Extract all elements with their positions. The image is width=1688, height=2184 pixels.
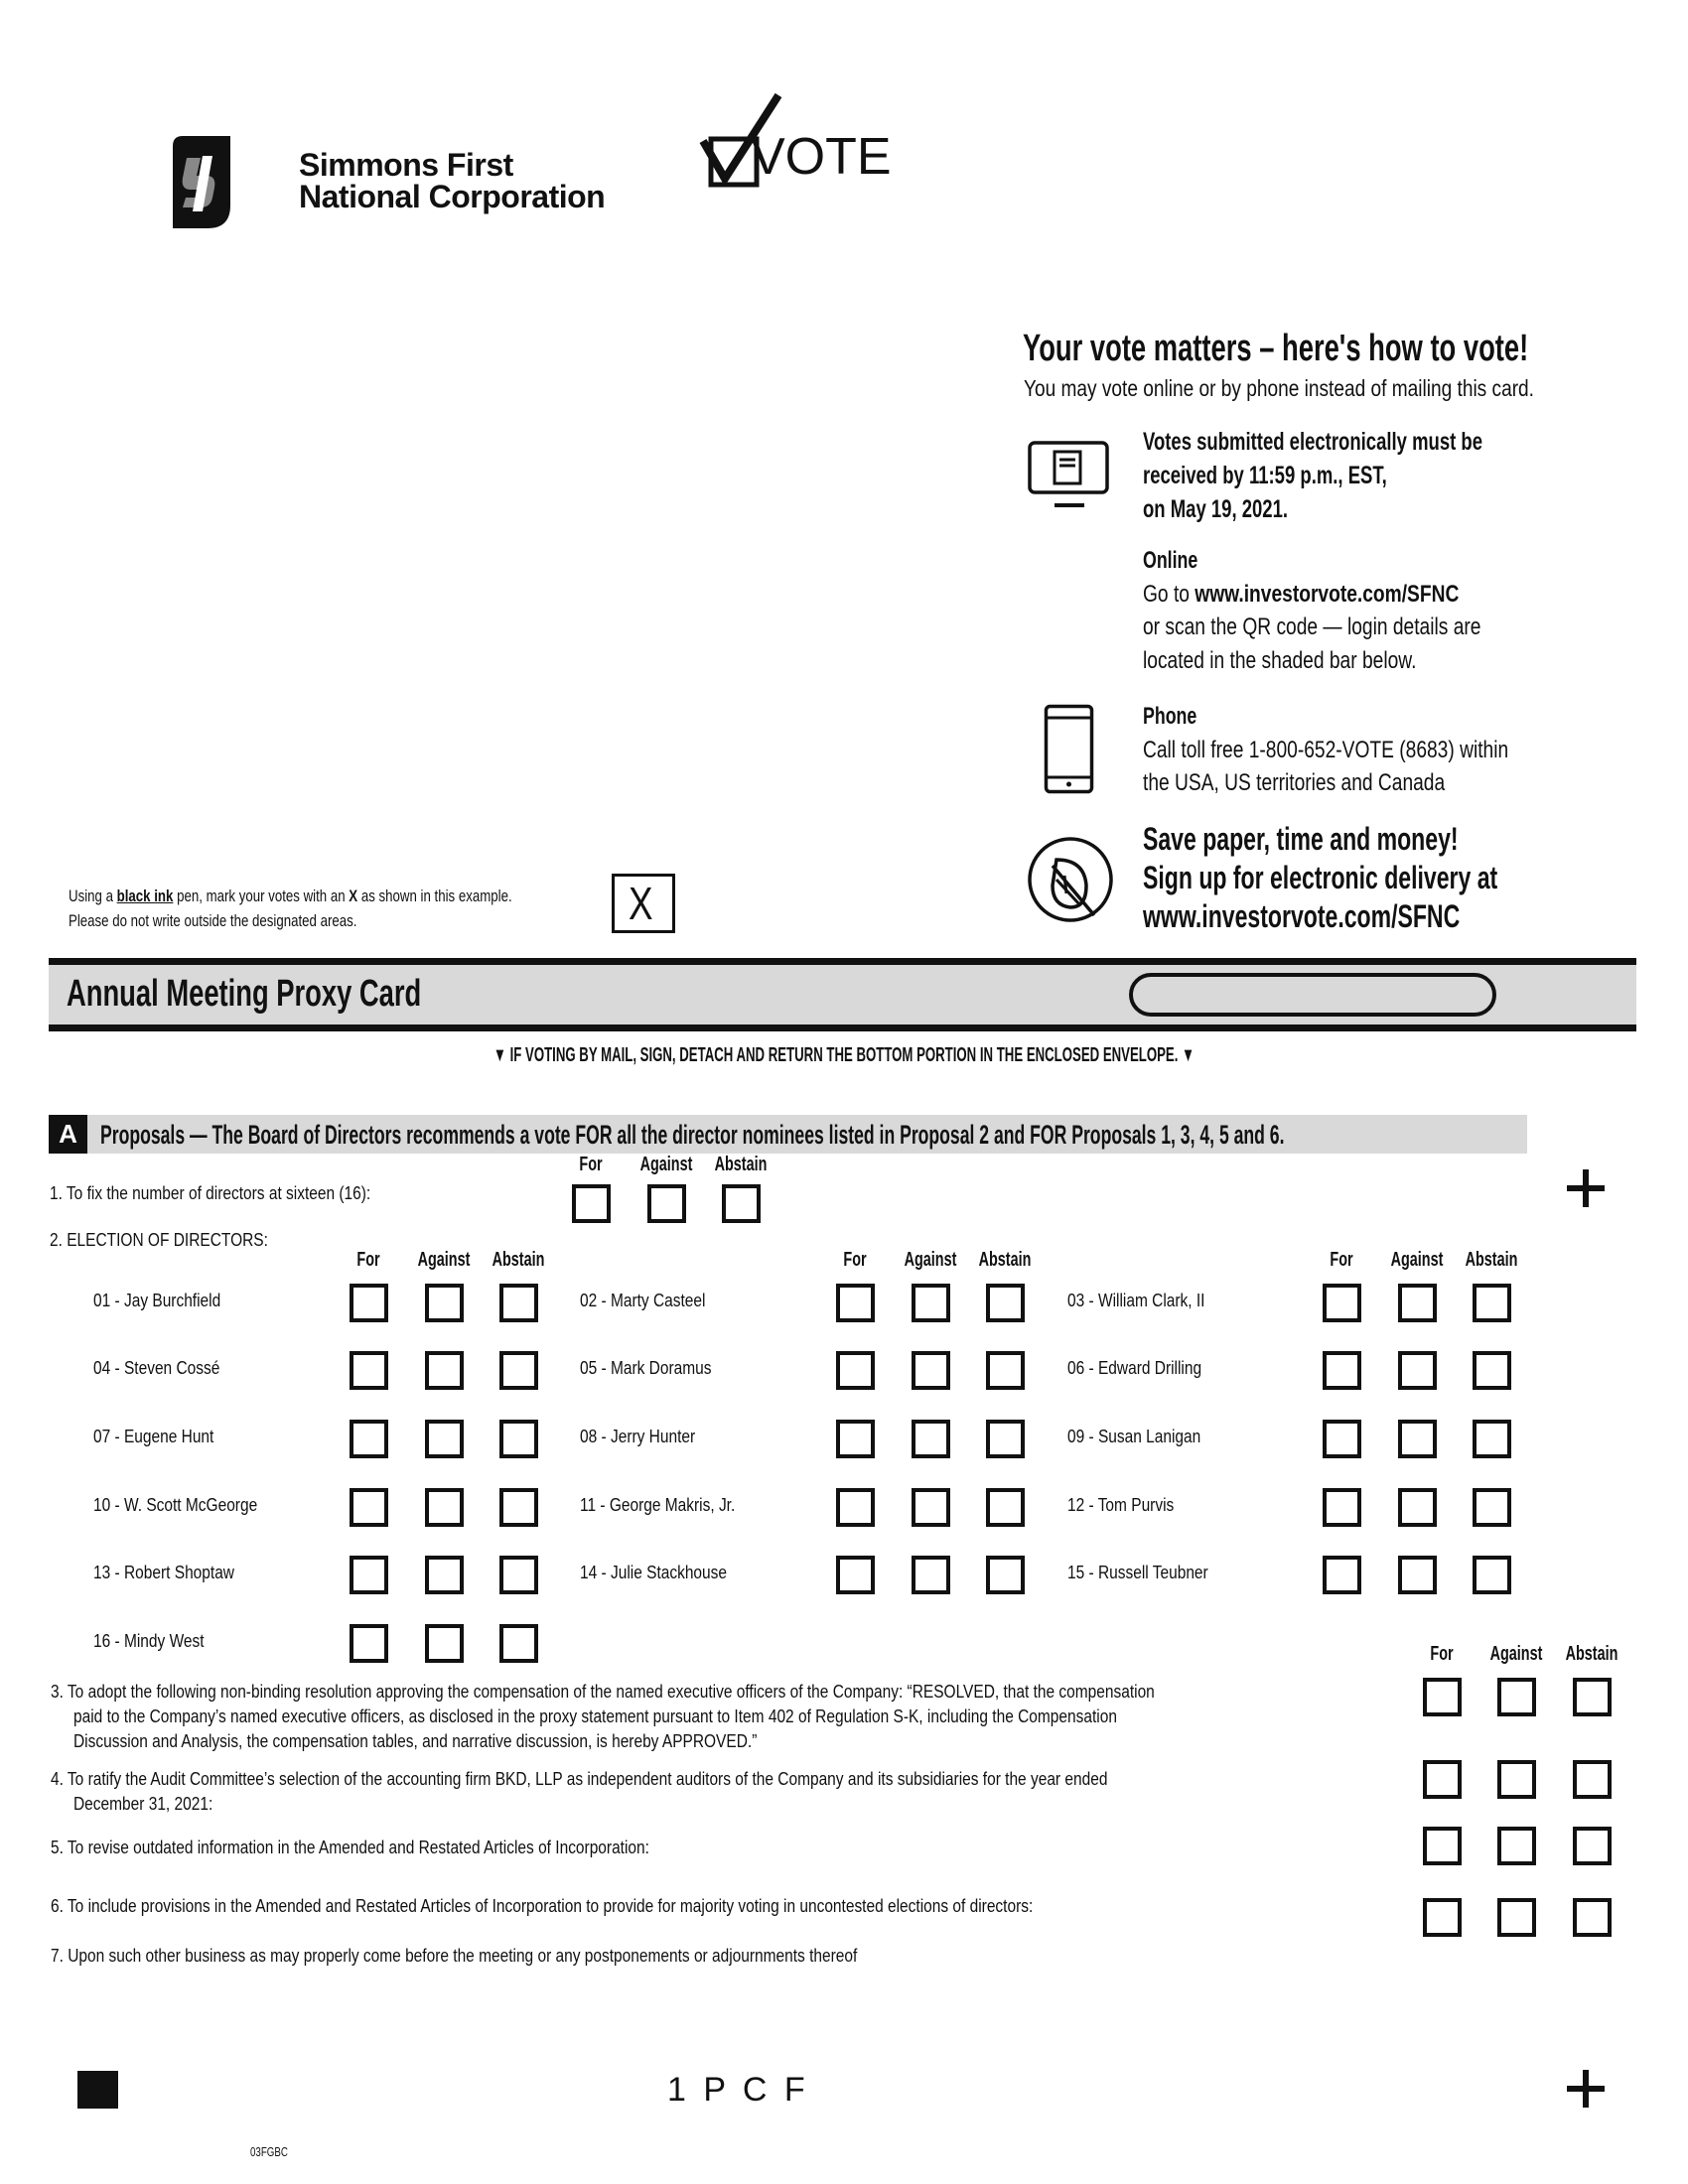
- director-name: [1067, 1358, 1223, 1379]
- instr-black-ink: black ink: [116, 887, 174, 905]
- login-details-field: [1129, 973, 1496, 1017]
- column-header-against: Against: [639, 1154, 693, 1175]
- vote-logo: [699, 91, 892, 191]
- proposal-line: December 31, 2021:: [73, 1794, 213, 1814]
- simmons-logo-icon: [173, 136, 230, 228]
- director-11-abstain-checkbox[interactable]: [986, 1488, 1025, 1527]
- director-name-text: 06 - Edward Drilling: [1067, 1358, 1202, 1378]
- director-2-against-checkbox[interactable]: [912, 1284, 950, 1322]
- proposal-3-abstain-checkbox[interactable]: [1573, 1678, 1612, 1716]
- director-name-text: 09 - Susan Lanigan: [1067, 1427, 1201, 1446]
- section-a-title: Proposals — The Board of Directors recommends a vote FOR all the director nominees listed in Proposal 2 and FOR Proposals 1, 3, 4, 5 and 6.: [100, 1120, 1285, 1150]
- how-to-vote-title-text: Your vote matters – here's how to vote!: [1023, 328, 1529, 369]
- director-14-abstain-checkbox[interactable]: [986, 1556, 1025, 1594]
- proposal-1-text: [50, 1183, 423, 1204]
- column-header-abstain: Abstain: [1465, 1249, 1518, 1271]
- director-name: [93, 1563, 257, 1583]
- director-14-for-checkbox[interactable]: [836, 1556, 875, 1594]
- online-url-link[interactable]: www.investorvote.com/SFNC: [1195, 580, 1460, 608]
- mail-notice: [0, 1044, 1688, 1067]
- director-1-against-checkbox[interactable]: [425, 1284, 464, 1322]
- director-name-text: 08 - Jerry Hunter: [580, 1427, 696, 1446]
- director-name-text: 04 - Steven Cossé: [93, 1358, 220, 1378]
- phone-title: Phone: [1143, 703, 1197, 730]
- proposal-3-text: [73, 1731, 868, 1752]
- director-7-for-checkbox[interactable]: [350, 1420, 388, 1458]
- marking-instructions: [69, 884, 637, 933]
- column-header-abstain: Abstain: [714, 1154, 768, 1175]
- computer-monitor-icon: [1027, 440, 1112, 511]
- director-name-text: 01 - Jay Burchfield: [93, 1291, 221, 1310]
- column-header-against: Against: [417, 1249, 471, 1271]
- deadline-line: on May 19, 2021.: [1143, 495, 1289, 523]
- director-3-abstain-checkbox[interactable]: [1473, 1284, 1511, 1322]
- director-1-abstain-checkbox[interactable]: [499, 1284, 538, 1322]
- instr-text: pen, mark your votes with an: [173, 887, 350, 905]
- director-12-abstain-checkbox[interactable]: [1473, 1488, 1511, 1527]
- online-line: or scan the QR code — login details are: [1143, 614, 1481, 640]
- director-2-abstain-checkbox[interactable]: [986, 1284, 1025, 1322]
- director-name-text: 07 - Eugene Hunt: [93, 1427, 214, 1446]
- paperless-line: Save paper, time and money!: [1143, 821, 1459, 857]
- proposal-6-text: [51, 1896, 1193, 1917]
- director-1-for-checkbox[interactable]: [350, 1284, 388, 1322]
- company-name-line1: Simmons First: [299, 147, 513, 183]
- director-15-abstain-checkbox[interactable]: [1473, 1556, 1511, 1594]
- proposal-line: paid to the Company’s named executive officers, as disclosed in the proxy statement pursuant to Item 402 of Regulation S-K, including the Compensation: [73, 1706, 1117, 1726]
- paperless-line: Sign up for electronic delivery at: [1143, 860, 1498, 895]
- director-5-for-checkbox[interactable]: [836, 1351, 875, 1390]
- director-2-for-checkbox[interactable]: [836, 1284, 875, 1322]
- director-name: [93, 1291, 241, 1311]
- director-6-against-checkbox[interactable]: [1398, 1351, 1437, 1390]
- director-7-against-checkbox[interactable]: [425, 1420, 464, 1458]
- director-14-against-checkbox[interactable]: [912, 1556, 950, 1594]
- proposal-5-abstain-checkbox[interactable]: [1573, 1827, 1612, 1865]
- small-form-code: [250, 2144, 301, 2159]
- column-header-against: Against: [1489, 1643, 1543, 1665]
- proposal-4-for-checkbox[interactable]: [1423, 1760, 1462, 1799]
- proposal-7-text: [51, 1946, 989, 1967]
- proposal-3-text: [73, 1706, 1287, 1727]
- director-name-text: 05 - Mark Doramus: [580, 1358, 712, 1378]
- proposal-1-against-checkbox[interactable]: [647, 1184, 686, 1223]
- how-to-vote-title: [1023, 328, 1688, 370]
- director-10-against-checkbox[interactable]: [425, 1488, 464, 1527]
- director-name: [1067, 1563, 1231, 1583]
- director-name: [1067, 1427, 1222, 1447]
- director-name-text: 16 - Mindy West: [93, 1631, 205, 1651]
- online-section: [1143, 544, 1566, 677]
- proposal-6-against-checkbox[interactable]: [1497, 1898, 1536, 1937]
- card-title: Annual Meeting Proxy Card: [67, 973, 422, 1015]
- section-a-bar: [49, 1115, 1527, 1154]
- deadline-line: Votes submitted electronically must be: [1143, 428, 1483, 456]
- director-9-for-checkbox[interactable]: [1323, 1420, 1361, 1458]
- proposal-5-text: [51, 1838, 747, 1858]
- director-name: [93, 1358, 240, 1379]
- director-8-for-checkbox[interactable]: [836, 1420, 875, 1458]
- director-16-for-checkbox[interactable]: [350, 1624, 388, 1663]
- mail-notice-text: ▼ IF VOTING BY MAIL, SIGN, DETACH AND RETURN THE BOTTOM PORTION IN THE ENCLOSED ENVELOPE. ▼: [492, 1044, 1196, 1066]
- director-4-abstain-checkbox[interactable]: [499, 1351, 538, 1390]
- proposal-1-abstain-checkbox[interactable]: [722, 1184, 761, 1223]
- company-logo: [173, 136, 230, 228]
- director-3-for-checkbox[interactable]: [1323, 1284, 1361, 1322]
- director-11-for-checkbox[interactable]: [836, 1488, 875, 1527]
- proposal-line: 4. To ratify the Audit Committee’s selection of the accounting firm BKD, LLP as independent auditors of the Company and its subsidiaries for the year ended: [51, 1769, 1108, 1789]
- column-header-against: Against: [1390, 1249, 1444, 1271]
- director-name-text: 02 - Marty Casteel: [580, 1291, 706, 1310]
- proxy-card-band: [49, 958, 1636, 1031]
- director-9-abstain-checkbox[interactable]: [1473, 1420, 1511, 1458]
- director-name: [93, 1631, 222, 1652]
- director-9-against-checkbox[interactable]: [1398, 1420, 1437, 1458]
- proposal-line: Discussion and Analysis, the compensation tables, and narrative discussion, is hereby APPROVED.”: [73, 1731, 758, 1751]
- director-name: [580, 1427, 714, 1447]
- no-paper-leaf-icon: [1027, 836, 1116, 925]
- column-header-for: For: [1430, 1643, 1454, 1665]
- director-name: [93, 1495, 284, 1516]
- proposal-7-label: 7. Upon such other business as may properly come before the meeting or any postponements or adjournments thereof: [51, 1946, 858, 1966]
- director-13-abstain-checkbox[interactable]: [499, 1556, 538, 1594]
- director-3-against-checkbox[interactable]: [1398, 1284, 1437, 1322]
- director-name: [1067, 1495, 1192, 1516]
- proposal-line: 5. To revise outdated information in the Amended and Restated Articles of Incorporation:: [51, 1838, 649, 1857]
- proposal-4-abstain-checkbox[interactable]: [1573, 1760, 1612, 1799]
- proposal-1-for-checkbox[interactable]: [572, 1184, 611, 1223]
- paperless-notice: [1143, 820, 1635, 936]
- column-header-for: For: [356, 1249, 380, 1271]
- instr-x: X: [349, 887, 358, 905]
- director-10-abstain-checkbox[interactable]: [499, 1488, 538, 1527]
- director-name-text: 13 - Robert Shoptaw: [93, 1563, 234, 1582]
- director-name-text: 15 - Russell Teubner: [1067, 1563, 1208, 1582]
- proposal-2-text: [50, 1230, 304, 1251]
- proposal-4-text: [73, 1794, 235, 1815]
- column-header-abstain: Abstain: [492, 1249, 545, 1271]
- column-header-abstain: Abstain: [1565, 1643, 1618, 1665]
- paperless-url-link[interactable]: www.investorvote.com/SFNC: [1143, 898, 1461, 934]
- director-7-abstain-checkbox[interactable]: [499, 1420, 538, 1458]
- director-name-text: 11 - George Makris, Jr.: [580, 1495, 736, 1515]
- director-6-for-checkbox[interactable]: [1323, 1351, 1361, 1390]
- online-line: located in the shaded bar below.: [1143, 646, 1417, 674]
- proposal-5-for-checkbox[interactable]: [1423, 1827, 1462, 1865]
- instr-text: as shown in this example.: [357, 887, 512, 905]
- director-name: [580, 1495, 761, 1516]
- company-name: [299, 149, 605, 212]
- phone-line: Call toll free 1-800-652-VOTE (8683) within: [1143, 736, 1509, 763]
- proposal-6-abstain-checkbox[interactable]: [1573, 1898, 1612, 1937]
- director-5-against-checkbox[interactable]: [912, 1351, 950, 1390]
- director-12-for-checkbox[interactable]: [1323, 1488, 1361, 1527]
- proposal-1-label: 1. To fix the number of directors at sixteen (16):: [50, 1183, 371, 1203]
- director-8-against-checkbox[interactable]: [912, 1420, 950, 1458]
- director-name-text: 12 - Tom Purvis: [1067, 1495, 1175, 1515]
- director-name-text: 14 - Julie Stackhouse: [580, 1563, 728, 1582]
- column-header-for: For: [579, 1154, 603, 1175]
- director-13-against-checkbox[interactable]: [425, 1556, 464, 1594]
- registration-plus-mark: [1567, 2070, 1605, 2108]
- form-code: 1 P C F: [667, 2071, 809, 2109]
- online-prefix: Go to: [1143, 580, 1196, 608]
- instr-text: Using a: [69, 887, 117, 905]
- registration-plus-mark: [1567, 1169, 1605, 1207]
- proposal-line: 3. To adopt the following non-binding resolution approving the compensation of the named executive officers of the Company: “RESOLVED, that the compensation: [51, 1682, 1155, 1702]
- proposal-4-against-checkbox[interactable]: [1497, 1760, 1536, 1799]
- director-16-abstain-checkbox[interactable]: [499, 1624, 538, 1663]
- director-15-for-checkbox[interactable]: [1323, 1556, 1361, 1594]
- example-mark-box: [612, 874, 675, 933]
- director-6-abstain-checkbox[interactable]: [1473, 1351, 1511, 1390]
- proposal-3-text: [51, 1682, 1335, 1703]
- company-name-line2: National Corporation: [299, 179, 606, 214]
- phone-line: the USA, US territories and Canada: [1143, 769, 1446, 796]
- registration-block-mark: [77, 2071, 118, 2109]
- deadline-notice: [1143, 425, 1602, 526]
- director-name: [580, 1563, 751, 1583]
- director-10-for-checkbox[interactable]: [350, 1488, 388, 1527]
- online-title: Online: [1143, 547, 1198, 574]
- proposal-5-against-checkbox[interactable]: [1497, 1827, 1536, 1865]
- column-header-against: Against: [904, 1249, 957, 1271]
- small-form-code-text: 03FGBC: [250, 2144, 288, 2159]
- director-4-for-checkbox[interactable]: [350, 1351, 388, 1390]
- director-8-abstain-checkbox[interactable]: [986, 1420, 1025, 1458]
- vote-logo-text: VOTE: [751, 128, 892, 186]
- director-name-text: 10 - W. Scott McGeorge: [93, 1495, 258, 1515]
- proposal-6-for-checkbox[interactable]: [1423, 1898, 1462, 1937]
- director-4-against-checkbox[interactable]: [425, 1351, 464, 1390]
- director-12-against-checkbox[interactable]: [1398, 1488, 1437, 1527]
- proposal-4-text: [51, 1769, 1280, 1790]
- column-header-abstain: Abstain: [978, 1249, 1032, 1271]
- director-5-abstain-checkbox[interactable]: [986, 1351, 1025, 1390]
- instr-line2: Please do not write outside the designated areas.: [69, 911, 357, 930]
- column-header-for: For: [1330, 1249, 1353, 1271]
- director-name: [93, 1427, 233, 1447]
- director-name: [580, 1358, 733, 1379]
- director-15-against-checkbox[interactable]: [1398, 1556, 1437, 1594]
- section-letter-badge: A: [49, 1115, 87, 1154]
- director-11-against-checkbox[interactable]: [912, 1488, 950, 1527]
- director-name: [1067, 1291, 1227, 1311]
- deadline-line: received by 11:59 p.m., EST,: [1143, 462, 1387, 489]
- director-16-against-checkbox[interactable]: [425, 1624, 464, 1663]
- proposal-3-against-checkbox[interactable]: [1497, 1678, 1536, 1716]
- column-header-for: For: [843, 1249, 867, 1271]
- director-13-for-checkbox[interactable]: [350, 1556, 388, 1594]
- director-name: [580, 1291, 726, 1311]
- mobile-phone-icon: [1044, 704, 1095, 795]
- proposal-line: 6. To include provisions in the Amended and Restated Articles of Incorporation to provide for majority voting in uncontested elections of directors:: [51, 1896, 1034, 1916]
- subtitle-text: You may vote online or by phone instead of mailing this card.: [1024, 375, 1534, 401]
- proposal-3-for-checkbox[interactable]: [1423, 1678, 1462, 1716]
- proposal-2-label: 2. ELECTION OF DIRECTORS:: [50, 1230, 268, 1250]
- phone-section: [1143, 700, 1600, 800]
- how-to-vote-subtitle: [1024, 375, 1638, 402]
- director-name-text: 03 - William Clark, II: [1067, 1291, 1205, 1310]
- example-x-mark: X: [628, 878, 653, 929]
